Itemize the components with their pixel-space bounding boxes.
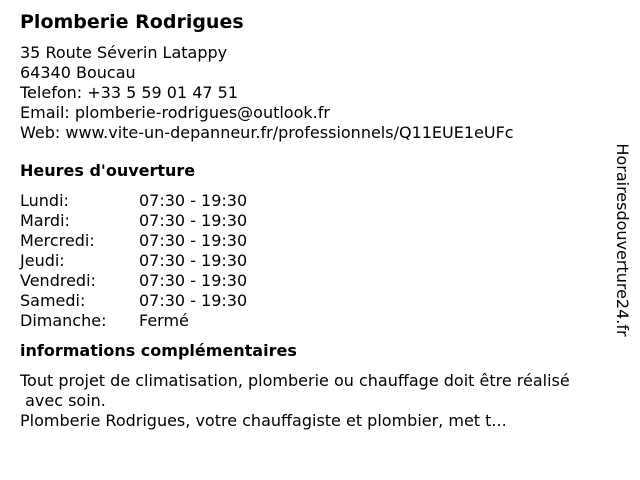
hours-day: Lundi:: [20, 191, 69, 210]
hours-row-dimanche: [20, 311, 616, 331]
address-line-1: 35 Route Séverin Latappy: [20, 43, 228, 62]
hours-day: Vendredi:: [20, 271, 96, 290]
hours-day: Jeudi:: [20, 251, 65, 270]
hours-time: 07:30 - 19:30: [139, 191, 248, 210]
hours-time: 07:30 - 19:30: [139, 211, 248, 230]
side-brand-watermark: Horairesdouverture24.fr: [613, 143, 632, 337]
business-name: Plomberie Rodrigues: [20, 11, 244, 33]
hours-table: [20, 191, 616, 331]
hours-time: Fermé: [139, 311, 189, 330]
hours-day: Mercredi:: [20, 231, 95, 250]
phone-line: Telefon: +33 5 59 01 47 51: [20, 83, 239, 102]
hours-row-mercredi: [20, 231, 616, 251]
info-text: Tout projet de climatisation, plomberie ou chauffage doit être réalisé avec soin. Plomberie Rodrigues, votre chauffagiste et plombier, met t...: [20, 371, 570, 430]
business-card: [20, 10, 616, 431]
hours-day: Samedi:: [20, 291, 86, 310]
hours-title: Heures d'ouverture: [20, 161, 196, 180]
hours-time: 07:30 - 19:30: [139, 251, 248, 270]
hours-row-jeudi: [20, 251, 616, 271]
hours-time: 07:30 - 19:30: [139, 231, 248, 250]
hours-day: Mardi:: [20, 211, 70, 230]
hours-row-lundi: [20, 191, 616, 211]
hours-time: 07:30 - 19:30: [139, 271, 248, 290]
hours-row-mardi: [20, 211, 616, 231]
hours-row-samedi: [20, 291, 616, 311]
email-line: Email: plomberie-rodrigues@outlook.fr: [20, 103, 330, 122]
info-title: informations complémentaires: [20, 341, 297, 360]
address-line-2: 64340 Boucau: [20, 63, 136, 82]
hours-row-vendredi: [20, 271, 616, 291]
web-line: Web: www.vite-un-depanneur.fr/professionnels/Q11EUE1eUFc: [20, 123, 514, 142]
hours-day: Dimanche:: [20, 311, 107, 330]
hours-time: 07:30 - 19:30: [139, 291, 248, 310]
